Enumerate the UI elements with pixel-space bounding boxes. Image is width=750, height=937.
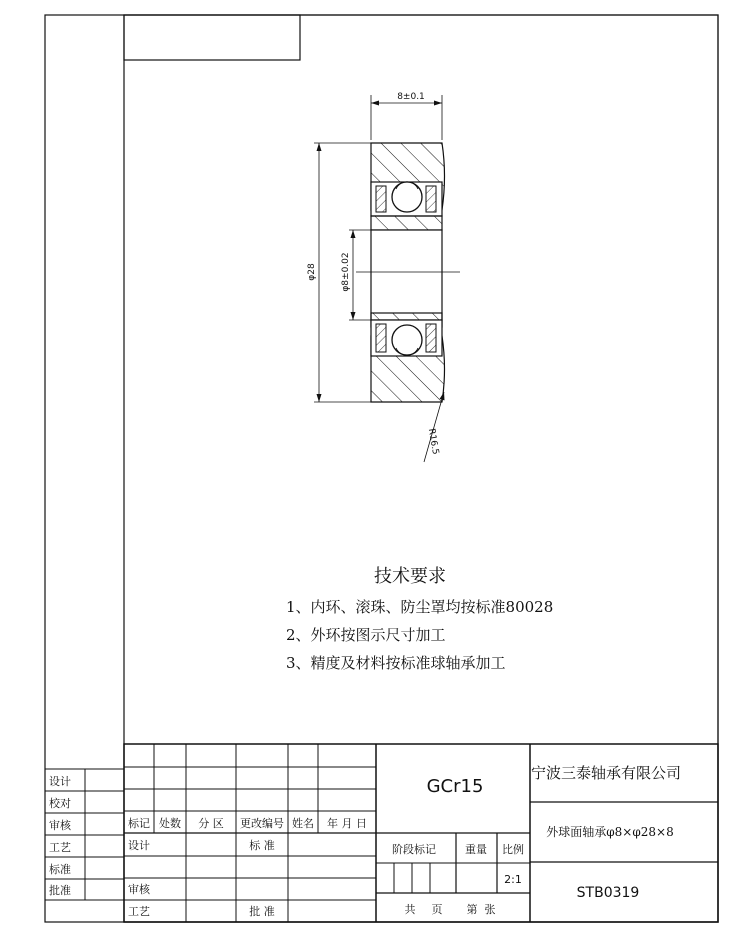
dim-outer-diameter: φ28 <box>307 263 317 281</box>
weight-label: 重量 <box>465 843 487 856</box>
sheet-no-label: 第 <box>466 903 478 916</box>
rev-header-mark: 标记 <box>128 817 150 830</box>
left-label-design: 设计 <box>49 775 71 788</box>
bearing-section-view <box>307 92 460 462</box>
requirements-title: 技术要求 <box>374 566 446 587</box>
requirement-item: 1、内环、滚珠、防尘罩均按标准80028 <box>286 598 554 616</box>
left-label-approve: 批准 <box>49 884 71 897</box>
title-block <box>124 744 718 922</box>
dim-width: 8±0.1 <box>397 92 425 102</box>
left-label-check: 校对 <box>49 797 71 810</box>
rev-header-zone: 分 区 <box>198 817 224 830</box>
scale-label: 比例 <box>502 843 524 856</box>
requirement-item: 2、外环按图示尺寸加工 <box>286 626 446 644</box>
rev-header-change-no: 更改编号 <box>240 817 284 830</box>
ball-bottom <box>392 325 422 355</box>
part-name: 外球面轴承φ8×φ28×8 <box>546 825 674 839</box>
sign-label-approve: 批 准 <box>249 905 275 918</box>
left-label-standard: 标准 <box>49 863 71 876</box>
top-code-box <box>124 15 300 60</box>
left-label-process: 工艺 <box>49 841 71 854</box>
rev-header-date: 年 月 日 <box>327 817 367 830</box>
sheet-unit-label: 张 <box>484 903 496 916</box>
company-name: 宁波三泰轴承有限公司 <box>530 764 682 782</box>
sign-label-design: 设计 <box>128 839 150 852</box>
stage-label: 阶段标记 <box>392 843 436 856</box>
requirement-item: 3、精度及材料按标准球轴承加工 <box>286 654 506 672</box>
inner-ring-top <box>371 216 442 230</box>
material-value: GCr15 <box>426 776 484 797</box>
scale-value: 2:1 <box>504 873 522 886</box>
left-signoff-column <box>45 769 124 900</box>
sign-label-process: 工艺 <box>128 905 150 918</box>
sheet-total-label: 共 <box>404 903 416 916</box>
sign-label-review: 审核 <box>128 883 150 896</box>
ball-top <box>392 182 422 212</box>
dim-radius: R16.5 <box>425 427 441 456</box>
left-label-review: 审核 <box>49 819 71 832</box>
sheet-page-label: 页 <box>431 903 443 916</box>
rev-header-name: 姓名 <box>292 817 314 830</box>
drawing-number: STB0319 <box>576 885 640 901</box>
technical-requirements <box>286 566 553 672</box>
dim-bore-diameter: φ8±0.02 <box>341 252 351 292</box>
rev-header-count: 处数 <box>159 817 181 830</box>
sign-label-standard: 标 准 <box>249 839 275 852</box>
